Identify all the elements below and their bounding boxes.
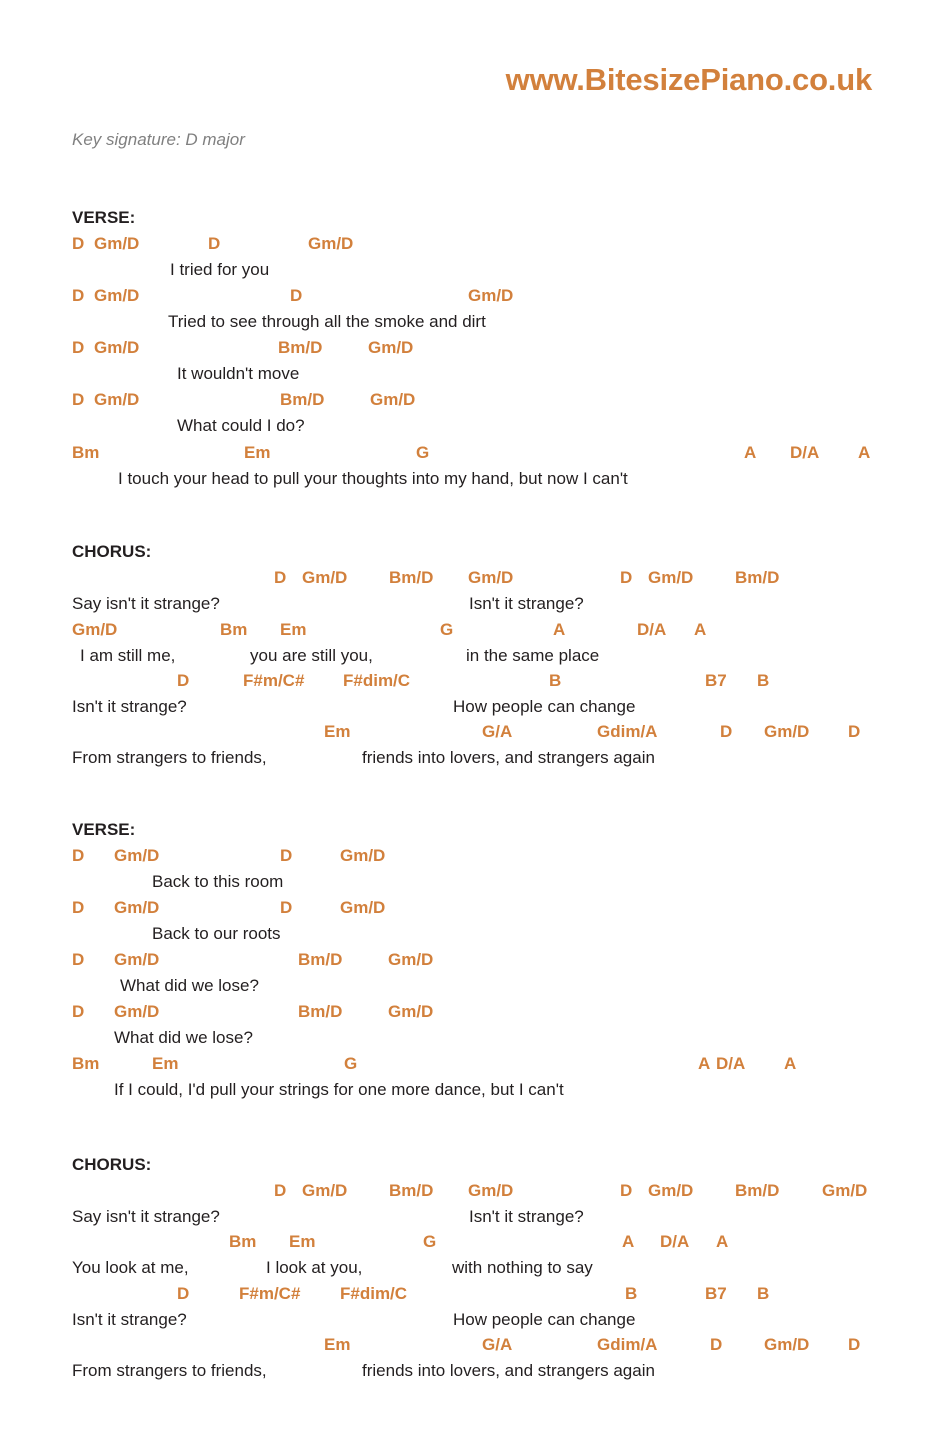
lyric-line — [0, 748, 950, 774]
lyric-line — [0, 1310, 950, 1336]
chord-token: G — [416, 443, 430, 462]
chord-token: D — [208, 234, 221, 253]
chord-token: D — [848, 1335, 861, 1354]
chord-token: B — [757, 671, 770, 690]
chord-token: D — [280, 898, 293, 917]
chord-token: D — [280, 846, 293, 865]
chord-token: D — [848, 722, 861, 741]
chord-token: A — [858, 443, 871, 462]
chord-token: Em — [280, 620, 307, 639]
chord-token: Gm/D — [94, 338, 140, 357]
lyric-text: Say isn't it strange? — [72, 594, 220, 613]
chord-token: D — [72, 234, 85, 253]
chord-token: Em — [324, 1335, 351, 1354]
lyric-text: If I could, I'd pull your strings for one more dance, but I can't — [114, 1080, 564, 1099]
chord-token: D — [177, 671, 190, 690]
chord-token: D/A — [716, 1054, 746, 1073]
chord-line — [0, 898, 950, 924]
chord-token: D — [72, 1002, 85, 1021]
site-url-heading: www.BitesizePiano.co.uk — [505, 62, 872, 97]
lyric-line — [0, 1207, 950, 1233]
chord-line — [0, 443, 950, 469]
key-signature-label: Key signature: D major — [72, 130, 245, 149]
chord-token: Gm/D — [114, 846, 160, 865]
lyric-text: Isn't it strange? — [469, 1207, 584, 1226]
chord-token: F#dim/C — [340, 1284, 408, 1303]
chord-token: D — [72, 390, 85, 409]
chord-token: Gm/D — [468, 1181, 514, 1200]
chord-line — [0, 286, 950, 312]
chord-token: D/A — [790, 443, 820, 462]
chord-token: Gm/D — [648, 1181, 694, 1200]
chord-line — [0, 1232, 950, 1258]
lyric-line — [0, 416, 950, 442]
lyric-text: I touch your head to pull your thoughts into my hand, but now I can't — [118, 469, 628, 488]
chord-token: Bm/D — [735, 568, 780, 587]
lyric-text: How people can change — [453, 1310, 636, 1329]
lyric-line — [0, 924, 950, 950]
chord-token: Bm/D — [389, 568, 434, 587]
section-heading: CHORUS: — [72, 1155, 152, 1174]
lyric-line — [0, 872, 950, 898]
chord-token: Gm/D — [388, 1002, 434, 1021]
lyric-line — [0, 697, 950, 723]
chord-token: D — [274, 568, 287, 587]
lyric-text: What did we lose? — [114, 1028, 253, 1047]
chord-token: Bm/D — [298, 950, 343, 969]
chord-token: F#m/C# — [239, 1284, 301, 1303]
lyric-line — [0, 976, 950, 1002]
chord-token: B7 — [705, 671, 727, 690]
chord-token: B — [625, 1284, 638, 1303]
chord-token: B — [549, 671, 562, 690]
chord-line — [0, 1284, 950, 1310]
chord-token: D/A — [660, 1232, 690, 1251]
lyric-text: It wouldn't move — [177, 364, 300, 383]
chord-line — [0, 722, 950, 748]
chord-token: D — [274, 1181, 287, 1200]
lyric-text: From strangers to friends, — [72, 748, 267, 767]
lyric-text: What did we lose? — [120, 976, 259, 995]
chord-token: Bm — [229, 1232, 257, 1251]
chord-token: D — [720, 722, 733, 741]
chord-token: D — [72, 338, 85, 357]
chord-token: Bm/D — [735, 1181, 780, 1200]
lyric-text: From strangers to friends, — [72, 1361, 267, 1380]
chord-token: G/A — [482, 722, 513, 741]
chord-token: Gm/D — [388, 950, 434, 969]
chord-token: D — [72, 950, 85, 969]
chord-token: A — [716, 1232, 729, 1251]
chord-line — [0, 846, 950, 872]
chord-token: G — [440, 620, 454, 639]
lyric-text: friends into lovers, and strangers again — [362, 1361, 655, 1380]
lyric-text: How people can change — [453, 697, 636, 716]
chord-token: Gm/D — [648, 568, 694, 587]
chord-token: Gm/D — [72, 620, 118, 639]
chord-token: Gm/D — [340, 846, 386, 865]
lyric-line — [0, 469, 950, 495]
lyric-text: You look at me, — [72, 1258, 189, 1277]
chord-line — [0, 1002, 950, 1028]
lyric-text: you are still you, — [250, 646, 373, 665]
chord-token: Bm — [220, 620, 248, 639]
lyric-text: Tried to see through all the smoke and dirt — [168, 312, 486, 331]
lyric-text: Isn't it strange? — [72, 1310, 187, 1329]
lyric-line — [0, 594, 950, 620]
chord-token: Gm/D — [302, 568, 348, 587]
chord-token: Gm/D — [114, 950, 160, 969]
chord-token: D — [620, 568, 633, 587]
chord-token: A — [784, 1054, 797, 1073]
chord-token: Gm/D — [764, 1335, 810, 1354]
chord-line — [0, 671, 950, 697]
chord-token: Em — [244, 443, 271, 462]
chord-token: Gdim/A — [597, 722, 658, 741]
chord-token: Bm/D — [389, 1181, 434, 1200]
chord-token: D — [72, 846, 85, 865]
lyric-text: Isn't it strange? — [469, 594, 584, 613]
chord-token: B7 — [705, 1284, 727, 1303]
chord-token: D — [72, 286, 85, 305]
chord-token: Gm/D — [764, 722, 810, 741]
chord-token: G/A — [482, 1335, 513, 1354]
chord-token: G — [344, 1054, 358, 1073]
chord-line — [0, 620, 950, 646]
lyric-line — [0, 1361, 950, 1387]
chord-line — [0, 1335, 950, 1361]
chord-token: D — [72, 898, 85, 917]
chord-token: Gm/D — [368, 338, 414, 357]
lyric-text: Isn't it strange? — [72, 697, 187, 716]
chord-token: A — [694, 620, 707, 639]
chord-token: B — [757, 1284, 770, 1303]
chord-token: Em — [324, 722, 351, 741]
lyric-text: I look at you, — [266, 1258, 363, 1277]
lyric-line — [0, 646, 950, 672]
chord-token: D/A — [637, 620, 667, 639]
section-heading: VERSE: — [72, 208, 136, 227]
chord-token: Gm/D — [468, 286, 514, 305]
chord-token: Gm/D — [370, 390, 416, 409]
chord-token: D — [177, 1284, 190, 1303]
chord-token: Gm/D — [94, 390, 140, 409]
chord-token: Bm — [72, 443, 100, 462]
chord-token: Bm/D — [298, 1002, 343, 1021]
chord-line — [0, 1181, 950, 1207]
chord-token: D — [290, 286, 303, 305]
chord-token: Gm/D — [94, 234, 140, 253]
chord-token: Em — [152, 1054, 179, 1073]
chord-token: Bm/D — [278, 338, 323, 357]
lyric-line — [0, 364, 950, 390]
lyric-text: I am still me, — [80, 646, 176, 665]
lyric-line — [0, 1258, 950, 1284]
chord-line — [0, 950, 950, 976]
chord-token: Gdim/A — [597, 1335, 658, 1354]
chord-line — [0, 1054, 950, 1080]
chord-token: A — [744, 443, 757, 462]
chord-token: Gm/D — [302, 1181, 348, 1200]
lyric-text: What could I do? — [177, 416, 305, 435]
lyric-text: in the same place — [466, 646, 600, 665]
lyric-text: Back to our roots — [152, 924, 281, 943]
chord-line — [0, 390, 950, 416]
chord-token: A — [553, 620, 566, 639]
chord-token: F#m/C# — [243, 671, 305, 690]
lyric-line — [0, 1028, 950, 1054]
chord-line — [0, 338, 950, 364]
lyric-line — [0, 260, 950, 286]
chord-token: Gm/D — [94, 286, 140, 305]
chord-token: Gm/D — [114, 898, 160, 917]
chord-token: Gm/D — [340, 898, 386, 917]
chord-token: F#dim/C — [343, 671, 411, 690]
chord-token: Bm/D — [280, 390, 325, 409]
section-heading: VERSE: — [72, 820, 136, 839]
chord-token: Gm/D — [114, 1002, 160, 1021]
chord-token: Em — [289, 1232, 316, 1251]
lyric-line — [0, 1080, 950, 1106]
chord-token: A — [698, 1054, 711, 1073]
chord-token: D — [710, 1335, 723, 1354]
lyric-text: I tried for you — [170, 260, 270, 279]
lyric-text: friends into lovers, and strangers again — [362, 748, 655, 767]
chord-token: Gm/D — [308, 234, 354, 253]
lyric-line — [0, 312, 950, 338]
lyric-text: Say isn't it strange? — [72, 1207, 220, 1226]
chord-token: Bm — [72, 1054, 100, 1073]
chord-line — [0, 568, 950, 594]
lyric-text: Back to this room — [152, 872, 284, 891]
chord-line — [0, 234, 950, 260]
chord-token: Gm/D — [822, 1181, 868, 1200]
section-heading: CHORUS: — [72, 542, 152, 561]
chord-token: D — [620, 1181, 633, 1200]
lyric-text: with nothing to say — [452, 1258, 593, 1277]
chord-token: Gm/D — [468, 568, 514, 587]
chord-token: G — [423, 1232, 437, 1251]
chord-token: A — [622, 1232, 635, 1251]
